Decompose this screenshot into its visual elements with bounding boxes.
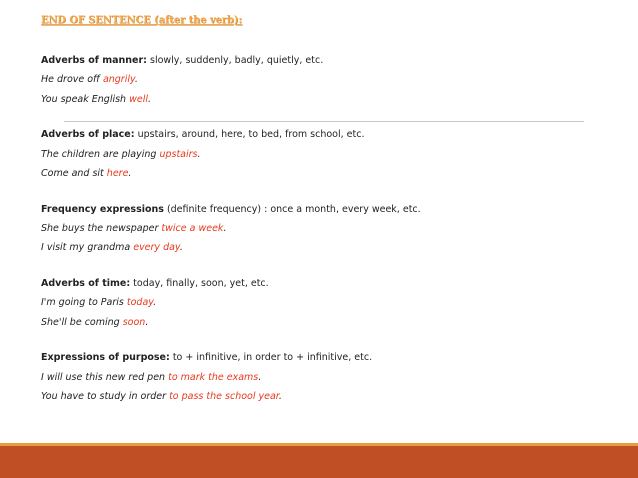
purpose-description: to + infinitive, in order to + infinitive, etc.: [169, 352, 373, 363]
time-heading-line: [41, 278, 269, 290]
footer-bar: [0, 446, 638, 478]
example-highlight: soon: [122, 317, 146, 328]
example-text: You have to study in order: [41, 391, 170, 402]
place-heading: Adverbs of place:: [41, 129, 135, 140]
place-example-1: [41, 149, 201, 161]
manner-description: slowly, suddenly, badly, quietly, etc.: [146, 55, 324, 66]
example-text: You speak English: [41, 94, 130, 105]
example-text: She'll be coming: [41, 317, 123, 328]
example-highlight: every day: [133, 242, 180, 253]
example-punctuation: .: [258, 372, 262, 383]
purpose-heading-line: [41, 352, 372, 364]
example-punctuation: .: [145, 317, 149, 328]
example-punctuation: .: [179, 242, 183, 253]
example-text: She buys the newspaper: [41, 223, 162, 234]
time-example-2: [41, 317, 148, 329]
example-text: I'm going to Paris: [41, 297, 127, 308]
example-punctuation: .: [278, 391, 282, 402]
example-highlight: to mark the exams: [168, 372, 259, 383]
slide-title: END OF SENTENCE (after the verb):: [41, 15, 243, 26]
example-text: He drove off: [41, 74, 103, 85]
example-highlight: to pass the school year: [169, 391, 279, 402]
place-example-2: [41, 168, 131, 180]
section-divider: [64, 121, 584, 122]
time-description: today, finally, soon, yet, etc.: [130, 278, 269, 289]
frequency-heading: Frequency expressions: [41, 204, 164, 215]
example-highlight: today: [126, 297, 154, 308]
time-heading: Adverbs of time:: [41, 278, 131, 289]
example-highlight: twice a week: [161, 223, 224, 234]
example-text: I will use this new red pen: [41, 372, 169, 383]
example-highlight: angrily: [102, 74, 135, 85]
example-punctuation: .: [148, 94, 152, 105]
example-highlight: here: [106, 168, 129, 179]
example-highlight: well: [129, 94, 149, 105]
frequency-example-2: [41, 242, 183, 254]
frequency-description: (definite frequency) : once a month, every week, etc.: [163, 204, 421, 215]
example-text: Come and sit: [41, 168, 107, 179]
frequency-heading-line: [41, 204, 421, 216]
example-punctuation: .: [128, 168, 132, 179]
example-punctuation: .: [134, 74, 138, 85]
example-text: The children are playing: [41, 149, 160, 160]
example-punctuation: .: [223, 223, 227, 234]
example-highlight: upstairs: [159, 149, 198, 160]
purpose-heading: Expressions of purpose:: [41, 352, 170, 363]
example-punctuation: .: [153, 297, 157, 308]
purpose-example-1: [41, 372, 261, 384]
manner-heading-line: [41, 55, 323, 67]
manner-example-2: [41, 94, 151, 106]
place-heading-line: [41, 129, 364, 141]
example-punctuation: .: [197, 149, 201, 160]
manner-heading: Adverbs of manner:: [41, 55, 147, 66]
purpose-example-2: [41, 391, 282, 403]
manner-example-1: [41, 74, 138, 86]
time-example-1: [41, 297, 156, 309]
example-text: I visit my grandma: [41, 242, 134, 253]
frequency-example-1: [41, 223, 226, 235]
place-description: upstairs, around, here, to bed, from school, etc.: [134, 129, 365, 140]
